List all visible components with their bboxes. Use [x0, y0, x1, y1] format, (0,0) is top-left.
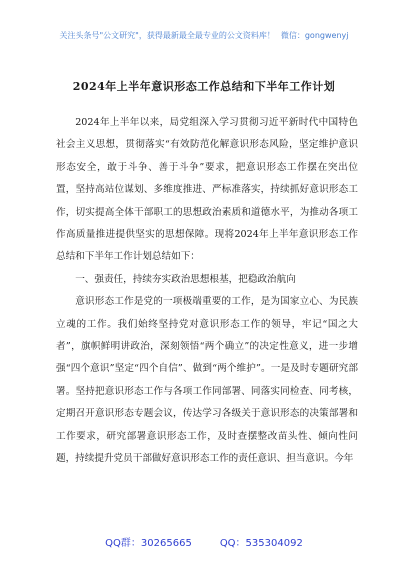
promo-banner — [0, 30, 408, 41]
section-heading: 一、强责任，持续夯实政治思想根基，把稳政治航向 — [75, 273, 296, 285]
footer-qq-group: QQ群：30265665 — [105, 538, 192, 549]
footer-contact — [0, 534, 408, 549]
footer-qq: QQ：535304092 — [219, 538, 303, 549]
document-body — [56, 112, 358, 471]
promo-wechat: 微信：gongwenyj — [280, 31, 349, 40]
promo-text: 关注头条号"公文研究"，获得最新最全最专业的公文资料库！ — [59, 31, 275, 40]
paragraph-section-1: 意识形态工作是党的一项极端重要的工作，是为国家立心、为民族立魂的工作。我们始终坚持党对意识形态工作的领导，牢记“国之大者”，旗帜鲜明讲政治，深刻领悟“两个确立”的决定性意义，进一步增强“四个意识”坚定“四个自信”、做到“两个维护”。一是及时专题研究部署。坚持把意识形态工作与各项工作同部署、同落实同检查、同考核，定期召开意识形态专题会议，传达学习各级关于意识形态的决策部署和工作要求，研究部署意识形态工作，及时查摆整改苗头性、倾向性问题，持续提升党员干部做好意识形态工作的责任意识、担当意识。今年 — [56, 296, 358, 465]
document-title: 2024年上半年意识形态工作总结和下半年工作计划 — [72, 80, 336, 93]
paragraph-intro: 2024年上半年以来，局党组深入学习贯彻习近平新时代中国特色社会主义思想，贯彻落实“有效防范化解意识形态风险，坚定维护意识形态安全，敢于斗争、善于斗争”要求，把意识形态工作摆在突出位置，坚持高站位谋划、多维度推进、严标准落实，持续抓好意识形态工作，切实提高全体干部职工的思想政治素质和道德水平，为推动各项工作高质量推进提供坚实的思想保障。现将2024年上半年意识形态工作总结和下半年工作计划总结如下： — [56, 117, 358, 263]
